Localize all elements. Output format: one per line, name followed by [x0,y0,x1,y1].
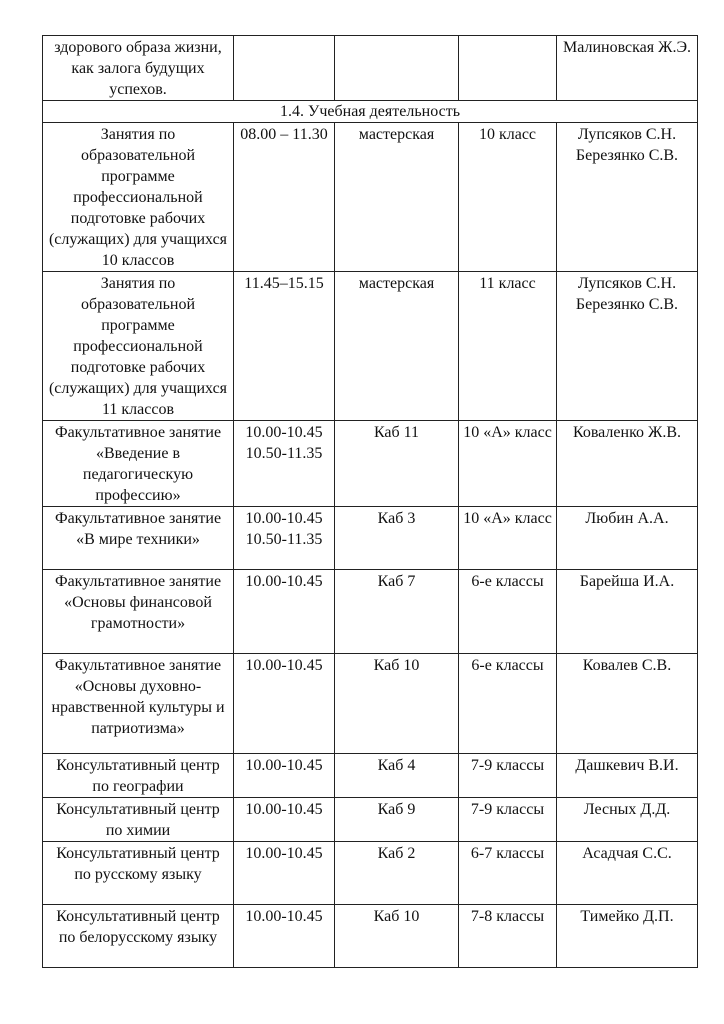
time-cell [234,754,335,798]
time-slot: 10.50-11.35 [245,531,323,548]
responsible-cell: Барейша И.А. [557,570,698,654]
time-slot: 08.00 – 11.30 [240,126,328,143]
responsible-cell: Ковалев С.В. [557,654,698,754]
place-cell: Каб 11 [335,421,459,507]
time-slot: 10.00-10.45 [245,573,323,590]
table-row [43,754,698,798]
event-name-cell: Консультативный центр по белорусскому языку [43,905,234,968]
time-slot: 10.00-10.45 [245,757,323,774]
section-header-row [43,101,698,123]
time-slot: 10.50-11.35 [245,445,323,462]
time-slot: 10.00-10.45 [245,510,323,527]
participants-cell: 10 «А» класс [459,421,557,507]
time-slot: 10.00-10.45 [245,801,323,818]
place-cell: Каб 2 [335,842,459,905]
time-cell [234,842,335,905]
table-row [43,654,698,754]
responsible-cell: Лупсяков С.Н. Березянко С.В. [557,123,698,272]
responsible-cell: Коваленко Ж.В. [557,421,698,507]
place-cell: мастерская [335,272,459,421]
event-name-cell: Занятия по образовательной программе профессиональной подготовке рабочих (служащих) для учащихся 10 классов [43,123,234,272]
place-cell [335,36,459,101]
place-cell: Каб 10 [335,905,459,968]
participants-cell: 10 «А» класс [459,507,557,570]
time-slot: 10.00-10.45 [245,908,323,925]
participants-cell: 6-7 классы [459,842,557,905]
place-cell: Каб 7 [335,570,459,654]
time-cell [234,654,335,754]
table-row [43,842,698,905]
table-row [43,798,698,842]
place-cell: Каб 10 [335,654,459,754]
responsible-cell: Малиновская Ж.Э. [557,36,698,101]
time-slot: 10.00-10.45 [245,845,323,862]
table-row [43,570,698,654]
event-name-cell: Факультативное занятие «Основы финансовой грамотности» [43,570,234,654]
responsible-cell: Дашкевич В.И. [557,754,698,798]
responsible-cell: Лесных Д.Д. [557,798,698,842]
time-slot: 10.00-10.45 [245,424,323,441]
time-cell [234,123,335,272]
participants-cell: 6-е классы [459,654,557,754]
responsible-cell: Любин А.А. [557,507,698,570]
continuation-row [43,36,698,101]
table-row [43,123,698,272]
event-name-cell: Консультативный центр по химии [43,798,234,842]
participants-cell: 11 класс [459,272,557,421]
table-row [43,905,698,968]
time-cell [234,798,335,842]
participants-cell: 10 класс [459,123,557,272]
time-cell [234,272,335,421]
time-slot: 10.00-10.45 [245,657,323,674]
event-name-cell: Факультативное занятие «В мире техники» [43,507,234,570]
participants-cell [459,36,557,101]
place-cell: мастерская [335,123,459,272]
place-cell: Каб 9 [335,798,459,842]
time-cell [234,507,335,570]
event-name-cell: Факультативное занятие «Введение в педагогическую профессию» [43,421,234,507]
event-name-cell: Консультативный центр по русскому языку [43,842,234,905]
place-cell: Каб 4 [335,754,459,798]
section-title: 1.4. Учебная деятельность [43,101,698,123]
place-cell: Каб 3 [335,507,459,570]
participants-cell: 7-9 классы [459,754,557,798]
participants-cell: 6-е классы [459,570,557,654]
responsible-cell: Асадчая С.С. [557,842,698,905]
participants-cell: 7-9 классы [459,798,557,842]
time-cell [234,421,335,507]
table-row [43,507,698,570]
responsible-cell: Тимейко Д.П. [557,905,698,968]
event-name-cell: Факультативное занятие «Основы духовно-нравственной культуры и патриотизма» [43,654,234,754]
table-row [43,421,698,507]
time-cell [234,570,335,654]
event-name-cell: Занятия по образовательной программе профессиональной подготовке рабочих (служащих) для учащихся 11 классов [43,272,234,421]
event-name-cell: Консультативный центр по географии [43,754,234,798]
time-cell [234,36,335,101]
responsible-cell: Лупсяков С.Н. Березянко С.В. [557,272,698,421]
table-row [43,272,698,421]
event-name-cell: здорового образа жизни, как залога будущих успехов. [43,36,234,101]
time-cell [234,905,335,968]
schedule-table [42,35,698,968]
participants-cell: 7-8 классы [459,905,557,968]
time-slot: 11.45–15.15 [244,275,324,292]
